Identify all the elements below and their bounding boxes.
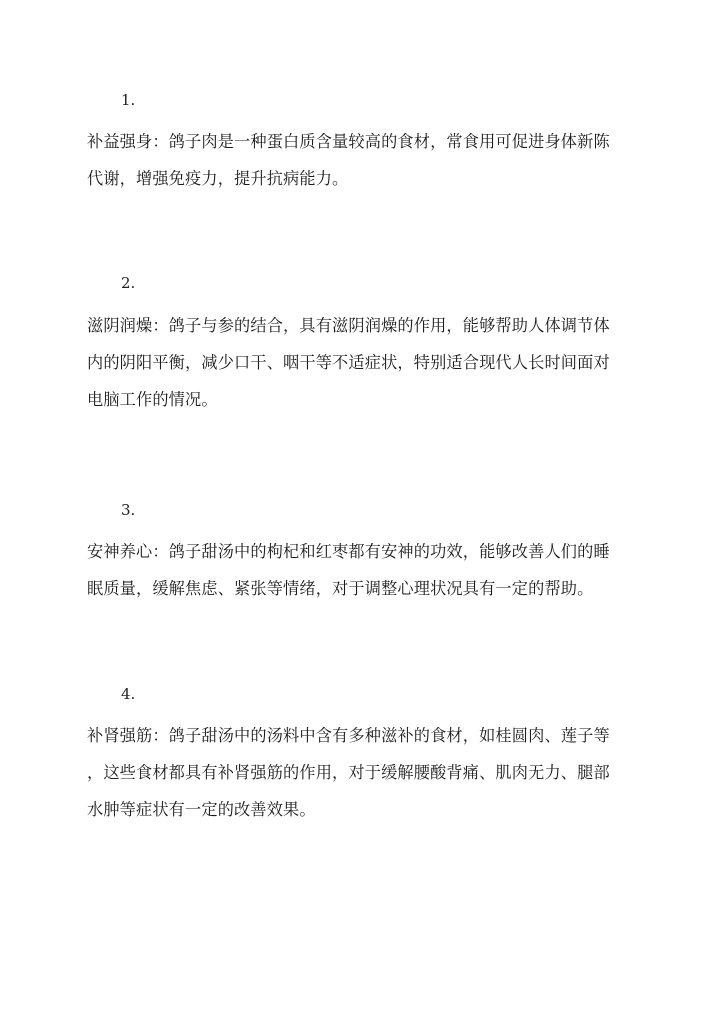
- paragraph-line: 水肿等症状有一定的改善效果。: [87, 800, 316, 819]
- paragraph-line: 滋阴润燥：鸽子与参的结合，具有滋阴润燥的作用，能够帮助人体调节体: [87, 316, 610, 335]
- item-paragraph: [87, 307, 635, 418]
- item-number: 3.: [121, 501, 136, 519]
- paragraph-line: 内的阴阳平衡，减少口干、咽干等不适症状，特别适合现代人长时间面对: [87, 353, 610, 372]
- paragraph-line: 电脑工作的情况。: [87, 390, 218, 409]
- paragraph-line: ，这些食材都具有补肾强筋的作用，对于缓解腰酸背痛、肌肉无力、腿部: [87, 763, 610, 782]
- item-paragraph: [87, 533, 635, 607]
- paragraph-line: 安神养心：鸽子甜汤中的枸杞和红枣都有安神的功效，能够改善人们的睡: [87, 542, 610, 561]
- item-paragraph: [87, 717, 635, 828]
- paragraph-line: 代谢，增强免疫力，提升抗病能力。: [87, 169, 349, 188]
- item-number: 2.: [121, 274, 136, 292]
- paragraph-line: 补益强身：鸽子肉是一种蛋白质含量较高的食材，常食用可促进身体新陈: [87, 132, 610, 151]
- item-paragraph: [87, 123, 635, 197]
- paragraph-line: 眠质量，缓解焦虑、紧张等情绪，对于调整心理状况具有一定的帮助。: [87, 579, 594, 598]
- item-number: 1.: [121, 91, 136, 109]
- paragraph-line: 补肾强筋：鸽子甜汤中的汤料中含有多种滋补的食材，如桂圆肉、莲子等: [87, 726, 610, 745]
- item-number: 4.: [121, 685, 136, 703]
